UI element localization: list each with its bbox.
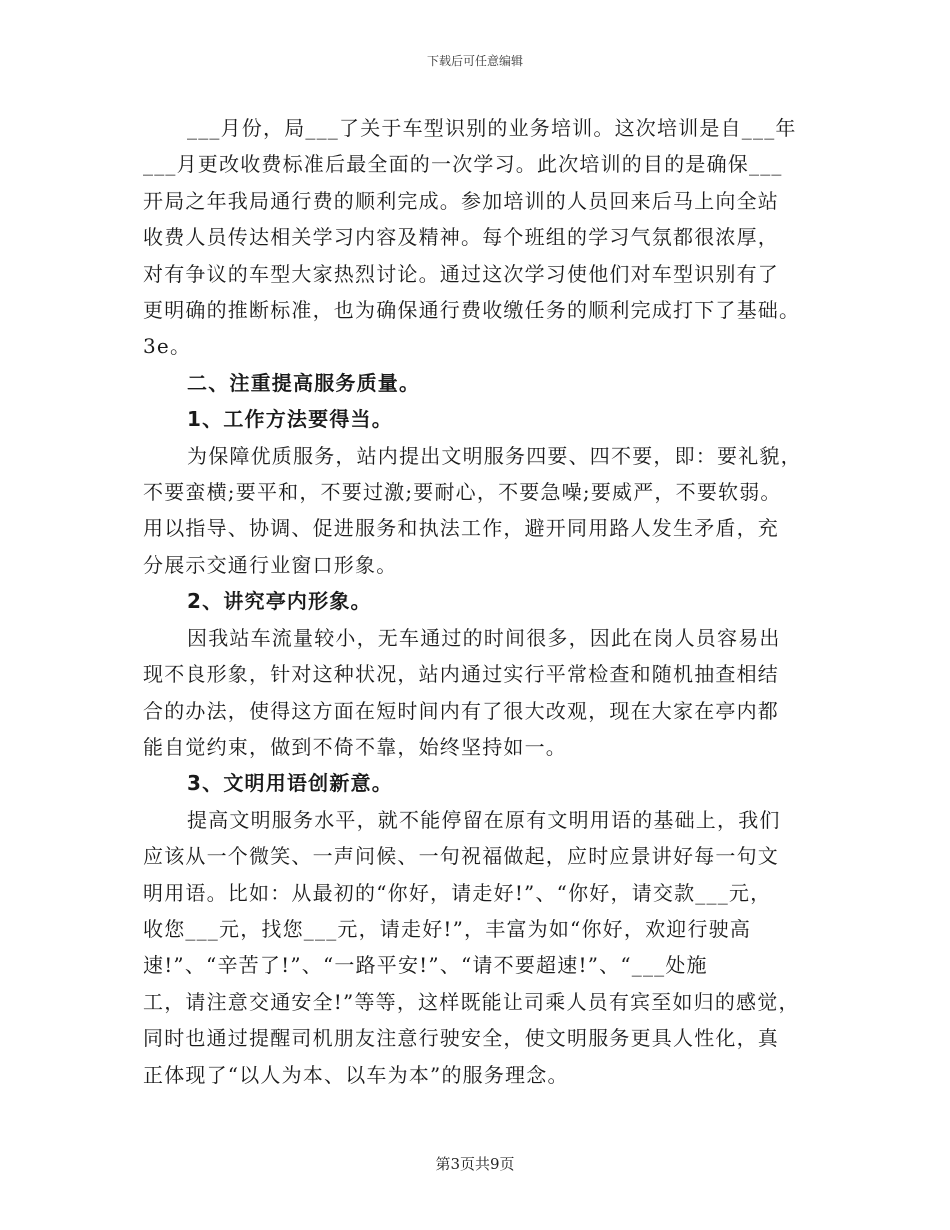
text-line: 应该从一个微笑、一声问候、一句祝福做起，应时应景讲好每一句文 (143, 844, 779, 869)
page-number: 第3页共9页 (435, 1155, 515, 1173)
text-line: 速!”、“辛苦了!”、“一路平安!”、“请不要超速!”、“___处施 (143, 953, 708, 978)
text-line: 明用语。比如：从最初的“你好，请走好!”、“你好，请交款___元， (143, 880, 772, 905)
paragraph-booth-image (143, 620, 807, 766)
paragraph-training (143, 110, 807, 365)
text-line: 工，请注意交通安全!”等等，这样既能让司乘人员有宾至如归的感觉， (143, 989, 800, 1014)
text-line: 开局之年我局通行费的顺利完成。参加培训的人员回来后马上向全站 (143, 188, 779, 213)
document-body (143, 110, 807, 1093)
text-line: 同时也通过提醒司机朋友注意行驶安全，使文明服务更具人性化，真 (143, 1026, 779, 1051)
text-line: 能自觉约束，做到不倚不靠，始终坚持如一。 (143, 734, 567, 759)
text-line: 用以指导、协调、促进服务和执法工作，避开同用路人发生矛盾，充 (143, 516, 779, 541)
subsection-heading: 2、讲究亭内形象。 (187, 589, 372, 614)
text-line: 合的办法，使得这方面在短时间内有了很大改观，现在大家在亭内都 (143, 698, 779, 723)
text-line: 3e。 (143, 334, 192, 359)
text-line: 现不良形象，针对这种状况，站内通过实行平常检查和随机抽查相结 (143, 662, 779, 687)
paragraph-work-method (143, 438, 807, 584)
text-line: 收您___元，找您___元，请走好!”，丰富为如“你好，欢迎行驶高 (143, 916, 752, 941)
text-line: 为保障优质服务，站内提出文明服务四要、四不要，即：要礼貌， (187, 443, 802, 468)
text-line: 提高文明服务水平，就不能停留在原有文明用语的基础上，我们 (187, 807, 781, 832)
text-line: 更明确的推断标准，也为确保通行费收缴任务的顺利完成打下了基础。 (143, 298, 801, 323)
paragraph-civil-language (143, 802, 807, 1093)
text-line: ___月更改收费标准后最全面的一次学习。此次培训的目的是确保___ (143, 152, 783, 177)
text-line: 收费人员传达相关学习内容及精神。每个班组的学习气氛都很浓厚， (143, 225, 779, 250)
page-header: 下载后可任意编辑 (426, 54, 523, 68)
text-line: 分展示交通行业窗口形象。 (143, 552, 398, 577)
text-line: 不要蛮横;要平和，不要过激;要耐心，不要急噪;要威严，不要软弱。 (143, 480, 782, 505)
text-line: 正体现了“以人为本、以车为本”的服务理念。 (143, 1062, 569, 1087)
subsection-heading: 3、文明用语创新意。 (187, 771, 393, 796)
text-line: 对有争议的车型大家热烈讨论。通过这次学习使他们对车型识别有了 (143, 261, 779, 286)
text-line: 因我站车流量较小，无车通过的时间很多，因此在岗人员容易出 (187, 625, 781, 650)
section-heading: 二、注重提高服务质量。 (187, 370, 421, 395)
subsection-heading: 1、工作方法要得当。 (187, 407, 393, 432)
text-line: ___月份，局___了关于车型识别的业务培训。这次培训是自___年 (187, 116, 797, 140)
